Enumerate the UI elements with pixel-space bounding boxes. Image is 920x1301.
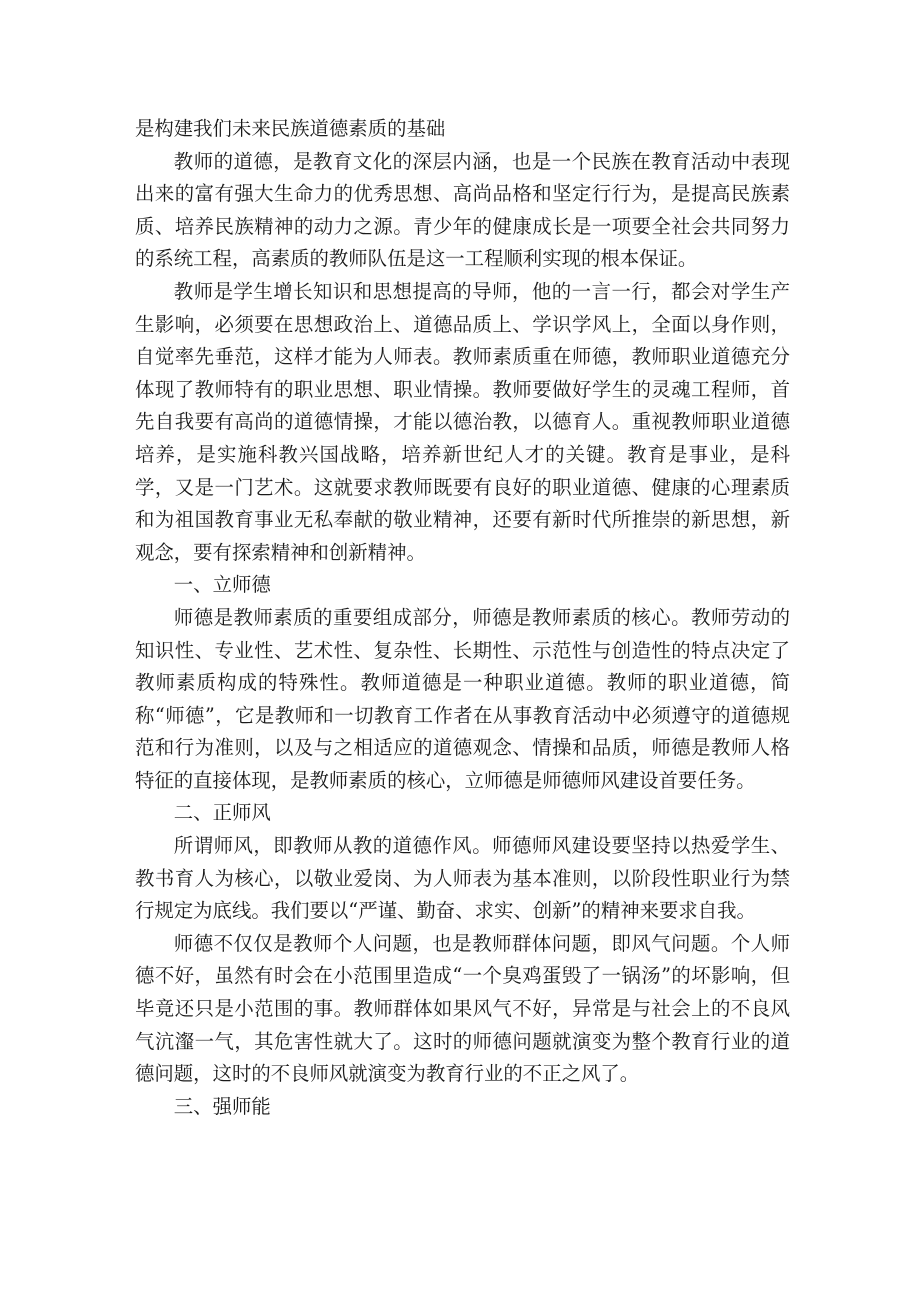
paragraph-continuation: 是构建我们未来民族道德素质的基础 [135,117,446,140]
section-heading-2: 二、正师风 [173,801,271,825]
document-body [135,113,790,1123]
paragraph-teacher-mentor: 教师是学生增长知识和思想提高的导师，他的一言一行，都会对学生产生影响，必须要在思想政治上、道德品质上、学识学风上，全面以身作则，自觉率先垂范，这样才能为人师表。教师素质重在师德，教师职业道德充分体现了教师特有的职业思想、职业情操。教师要做好学生的灵魂工程师，首先自我要有高尚的道德情操，才能以德治教，以德育人。重视教师职业道德培养，是实施科教兴国战略，培养新世纪人才的关键。教育是事业，是科学，又是一门艺术。这就要求教师既要有良好的职业道德、健康的心理素质和为祖国教育事业无私奉献的敬业精神，还要有新时代所推崇的新思想，新观念，要有探索精神和创新精神。 [135,279,790,564]
paragraph-teacher-morality: 教师的道德，是教育文化的深层内涵，也是一个民族在教育活动中表现出来的富有强大生命力的优秀思想、高尚品格和坚定行行为，是提高民族素质、培养民族精神的动力之源。青少年的健康成长是一项要全社会共同努力的系统工程，高素质的教师队伍是这一工程顺利实现的根本保证。 [135,149,790,271]
paragraph-group-morality: 师德不仅仅是教师个人问题，也是教师群体问题，即风气问题。个人师德不好，虽然有时会在小范围里造成“一个臭鸡蛋毁了一锅汤”的坏影响，但毕竟还只是小范围的事。教师群体如果风气不好，异常是与社会上的不良风气沆瀣一气，其危害性就大了。这时的师德问题就演变为整个教育行业的道德问题，这时的不良师风就演变为教育行业的不正之风了。 [135,931,790,1086]
section-heading-3: 三、强师能 [173,1094,271,1118]
paragraph-shifeng: 所谓师风，即教师从教的道德作风。师德师风建设要坚持以热爱学生、教书育人为核心，以敬业爱岗、为人师表为基本准则，以阶段性职业行为禁行规定为底线。我们要以“严谨、勤奋、求实、创新”的精神来要求自我。 [135,834,790,923]
paragraph-shide: 师德是教师素质的重要组成部分，师德是教师素质的核心。教师劳动的知识性、专业性、艺术性、复杂性、长期性、示范性与创造性的特点决定了教师素质构成的特殊性。教师道德是一种职业道德。教师的职业道德，简称“师德”，它是教师和一切教育工作者在从事教育活动中必须遵守的道德规范和行为准则，以及与之相适应的道德观念、情操和品质，师德是教师人格特征的直接体现，是教师素质的核心，立师德是师德师风建设首要任务。 [135,605,790,792]
section-heading-1: 一、立师德 [173,573,271,597]
